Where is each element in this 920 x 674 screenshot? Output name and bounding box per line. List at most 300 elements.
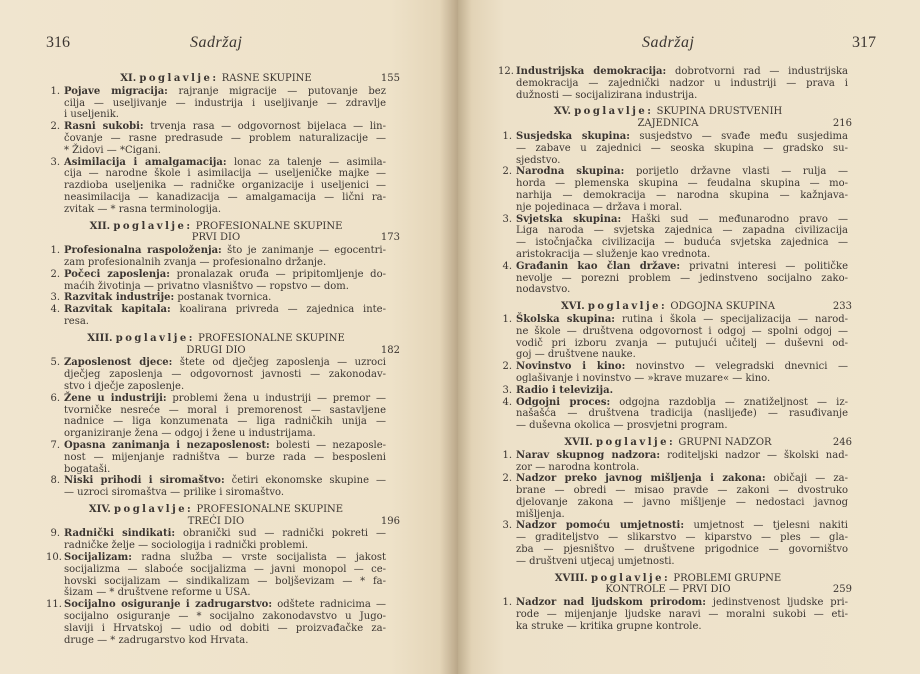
entry-line (516, 214, 848, 226)
toc-entry (46, 393, 386, 440)
entry-text: nost — mijenjanje radništva — burze rada — besposleni (64, 451, 386, 463)
entry-text: hovski socijalizam — sindikalizam — boljševizam — * fa- (64, 575, 386, 587)
entry-line (516, 485, 848, 497)
entry-text: brane — obredi — misao pravde — zakoni — dvostruko (516, 485, 848, 497)
toc-entry (46, 157, 386, 216)
toc-column (498, 66, 852, 633)
toc-column (46, 68, 400, 646)
chapter-title-line (498, 437, 838, 449)
entry-line (516, 532, 848, 544)
entry-text: demokracija — zajednički nadzor u industriji — prava i (516, 77, 848, 89)
entry-line (64, 369, 386, 381)
toc-entry (498, 473, 848, 520)
chapter-title: PRVI DIO (191, 232, 241, 244)
entry-title: Niski prihodi i siromaštvo: (64, 475, 225, 487)
entry-line (64, 623, 386, 635)
entry-text: bogataši. (64, 463, 111, 475)
chapter-title: PROFESIONALNE SKUPINE (196, 503, 344, 515)
entry-number: 3. (502, 384, 512, 396)
entry-number: 4. (50, 304, 60, 316)
entry-line (64, 599, 386, 611)
entry-line (64, 381, 386, 393)
entry-text: ka struke — kritika grupne kontrole. (516, 620, 702, 632)
toc-entry (46, 292, 386, 304)
entry-number: 2. (50, 268, 60, 280)
toc-entry (498, 214, 848, 261)
entry-line (64, 281, 386, 293)
chapter-title: RASNE SKUPINE (221, 73, 312, 84)
entry-line (64, 540, 386, 552)
entry-text: socijalno osiguranje — * socijalno zakonodavstvo u Jugo- (64, 611, 386, 623)
entry-text: slaviji i Hrvatskoj — udio od dobiti — proizvađačke za- (64, 622, 386, 634)
toc-entry (46, 86, 386, 121)
toc-entry (498, 314, 848, 361)
entry-line (64, 564, 386, 576)
chapter-heading (46, 220, 400, 245)
chapter-label: poglavlje: (574, 106, 654, 118)
chapter-title: PROBLEMI GRUPNE (673, 572, 782, 584)
entry-number: 10. (46, 552, 62, 564)
chapter-numeral: XVII. (564, 436, 593, 448)
entry-title: Nadzor pomoću umjetnosti: (516, 520, 685, 532)
entry-line (516, 237, 848, 249)
entry-line (516, 497, 848, 509)
entry-text: Liga naroda — svjetska zajednica — zapadna civilizacija (516, 225, 848, 237)
entry-title: Rasni sukobi: (64, 121, 144, 133)
chapter-heading (46, 73, 400, 85)
entry-title: Susjedska skupina: (516, 130, 630, 142)
entry-line (64, 357, 386, 369)
entry-text: šizam — * društvene reforme u USA. (64, 587, 251, 599)
chapter-numeral: XVIII. (554, 572, 588, 584)
chapter-numeral: XII. (89, 220, 111, 232)
entry-title: Radnički sindikati: (64, 528, 176, 540)
entry-text: štete od dječjeg zaposlenja — uzroci (179, 357, 386, 369)
entry-title: Socijalno osiguranje i zadrugarstvo: (64, 599, 273, 611)
entry-line (516, 326, 848, 338)
entry-number: 3. (502, 520, 512, 532)
toc-entry (498, 450, 848, 474)
entry-text: oglašivanje i novinstvo — »krave muzare« — kino. (516, 372, 771, 384)
chapter-title-line (498, 118, 838, 130)
entry-line (64, 428, 386, 440)
entry-line (64, 245, 386, 257)
chapter-title: GRUPNI NADZOR (678, 436, 772, 448)
entry-text: dužnosti — socijalizirana industrija. (516, 89, 698, 101)
entry-line (516, 349, 848, 361)
entry-text: roditeljski nadzor — školski nad- (667, 449, 848, 461)
entry-text: umjetnost — tjelesni nakiti (693, 520, 848, 532)
chapter-title-line (46, 504, 386, 516)
chapter-page-number: 246 (832, 436, 852, 448)
entry-text: susjedstvo — svađe među susjedima (639, 130, 849, 142)
entry-title: Razvitak kapitala: (64, 304, 171, 316)
entry-line (64, 133, 386, 145)
entry-text: dječjeg zaposlenja — odgovornost javnosti — zakonodav- (64, 369, 386, 381)
entry-title: Industrijska demokracija: (516, 66, 667, 77)
entry-text: zam profesionalnih zvanja — profesionalno držanje. (64, 256, 327, 268)
toc-entry (46, 528, 386, 552)
chapter-page-number: 216 (832, 118, 852, 130)
entry-text: obranički sud — radnički pokreti — (182, 528, 386, 540)
toc-entry (498, 166, 848, 213)
chapter-page-number: 173 (380, 232, 400, 244)
entry-text: socijalizma — slaboće socijalizma — javni monopol — ce- (64, 563, 386, 575)
toc-entry (498, 361, 848, 385)
entry-text: rutina i škola — specijalizacija — narod- (621, 313, 848, 325)
entry-line (516, 520, 848, 532)
entry-title: Zaposlenost djece: (64, 357, 173, 369)
entry-text: djelovanje zakona — javno mišljenje — nedostaci javnog (516, 496, 848, 508)
entry-line (64, 487, 386, 499)
entry-text: — uzroci siromaštva — prilike i siromaštvo. (64, 487, 285, 499)
entry-text: — duševna okolica — prosvjetni program. (516, 420, 728, 432)
toc-entry (498, 131, 848, 166)
entry-line (516, 90, 848, 102)
entry-line (64, 405, 386, 417)
entry-number: 1. (502, 597, 512, 609)
entry-text: razdioba useljenika — radničke organizacije i useljenici — (64, 180, 386, 192)
entry-line (516, 143, 848, 155)
entry-text: stvo i dječje zaposlenje. (64, 380, 185, 392)
entry-line (64, 168, 386, 180)
entry-text: rajranje migracije — putovanje bez (178, 85, 386, 97)
entry-line (516, 361, 848, 373)
entry-line (64, 180, 386, 192)
entry-line (516, 450, 848, 462)
toc-entry (46, 304, 386, 328)
entry-text: sjedstvo. (516, 154, 561, 166)
entry-line (64, 635, 386, 647)
entry-line (516, 509, 848, 521)
entry-number: 1. (50, 85, 60, 97)
entry-text: porijetlo državne vlasti — rulja — (636, 166, 849, 178)
entry-line (64, 304, 386, 316)
entry-text: narhija — demokracija — narodna skupina — kažnjava- (516, 189, 848, 201)
entry-line (516, 373, 848, 385)
toc-entry (46, 599, 386, 646)
entry-line (64, 257, 386, 269)
entry-line (516, 621, 848, 633)
entry-line (516, 66, 848, 78)
entry-text: goj — društvene nauke. (516, 349, 636, 361)
entry-title: Radio i televizija. (516, 384, 614, 396)
entry-text: čovanje — rasne predrasude — problem naturalizacije — (64, 132, 386, 144)
chapter-heading (46, 503, 400, 528)
chapter-title-line (498, 301, 838, 313)
entry-text: nevolje — porezni problem — jedinstveno socijalno zako- (516, 272, 848, 284)
entry-line (516, 420, 848, 432)
chapter-title-line (498, 106, 838, 118)
entry-title: Žene u industriji: (64, 392, 167, 404)
chapter-label: poglavlje: (139, 73, 219, 84)
entry-line (64, 528, 386, 540)
entry-line (516, 155, 848, 167)
entry-text: organiziranje žena — odgoj i žene u industrijama. (64, 428, 316, 440)
chapter-title-line (46, 333, 386, 345)
entry-line (516, 225, 848, 237)
entry-text: bolesti — nezaposle- (276, 439, 386, 451)
entry-line (64, 121, 386, 133)
entry-text: pronalazak oruđa — pripitomljenje do- (176, 268, 386, 280)
entry-text: dobrotvorni rad — industrijska (674, 66, 849, 77)
entry-line (516, 462, 848, 474)
entry-number: 2. (50, 121, 60, 133)
entry-text: zba — pjesništvo — društvene prigodnice — govorništvo (516, 544, 848, 556)
entry-text: odgojna razdoblja — znatiželjnost — iz- (619, 396, 848, 408)
chapter-title: ODGOJNA SKUPINA (670, 301, 775, 313)
entry-text: * Židovi — *Cigani. (64, 144, 161, 156)
entry-text: vodič pri izboru zvanja — putujući učitelj — duševni od- (516, 337, 848, 349)
entry-line (64, 452, 386, 464)
entry-line (64, 269, 386, 281)
toc-entry (498, 520, 848, 567)
entry-number: 2. (502, 166, 512, 178)
chapter-label: poglavlje: (595, 436, 676, 448)
entry-text: neasimilacija — kanadizacija — amalgamacija — lični ra- (64, 191, 386, 203)
chapter-title: TREĆI DIO (187, 515, 245, 527)
chapter-page-number: 155 (380, 73, 400, 84)
chapter-numeral: XIV. (88, 503, 111, 515)
entry-line (64, 192, 386, 204)
chapter-title-line (46, 232, 386, 244)
entry-text: jedinstvenost ljudske pri- (712, 597, 848, 609)
entry-title: Pojave migracija: (64, 85, 168, 97)
entry-title: Socijalizam: (64, 552, 132, 564)
entry-text: mišljenja. (516, 508, 565, 520)
entry-number: 6. (50, 392, 60, 404)
chapter-heading (46, 332, 400, 357)
entry-text: resa. (64, 315, 89, 327)
entry-title: Počeci zaposlenja: (64, 268, 170, 280)
entry-text: lonac za talenje — asimila- (233, 156, 387, 168)
entry-line (516, 338, 848, 350)
toc-entry (46, 269, 386, 293)
chapter-heading (498, 572, 852, 597)
toc-entry (498, 261, 848, 296)
chapter-title-line (498, 584, 838, 596)
entry-text: — zabave u zajednici — seoska skupina — gradsko su- (516, 142, 848, 154)
entry-title: Školska skupina: (516, 313, 615, 325)
entry-line (64, 587, 386, 599)
entry-number: 11. (46, 599, 62, 611)
entry-line (516, 556, 848, 568)
entry-line (64, 145, 386, 157)
entry-number: 1. (502, 313, 512, 325)
entry-number: 1. (502, 449, 512, 461)
entry-text: privatni interesi — političke (689, 260, 849, 272)
left-page (0, 0, 458, 674)
entry-title: Profesionalna raspoloženja: (64, 245, 222, 257)
entry-text: aristokracija — služenje kao vrednota. (516, 248, 711, 260)
entry-number: 3. (50, 292, 60, 304)
entry-line (516, 78, 848, 90)
chapter-label: poglavlje: (114, 503, 194, 515)
entry-number: 1. (502, 130, 512, 142)
chapter-page-number: 259 (832, 584, 852, 596)
chapter-label: poglavlje: (587, 301, 668, 313)
chapter-numeral: XI. (120, 73, 137, 84)
entry-text: trvenja rasa — odgovornost bijelaca — lin- (150, 121, 386, 133)
entry-number: 2. (502, 473, 512, 485)
right-page (458, 0, 920, 674)
chapter-label: poglavlje: (113, 220, 193, 232)
entry-text: novinstvo — velegradski dnevnici — (635, 361, 848, 373)
entry-line (516, 190, 848, 202)
entry-line (516, 273, 848, 285)
chapter-heading (498, 301, 852, 313)
entry-text: našašća — društvena tradicija (naslijeđe) — rasuđivanje (516, 408, 848, 420)
chapter-page-number: 233 (832, 301, 852, 313)
toc-entry (498, 597, 848, 632)
entry-text: horda — plemenska skupina — feudalna skupina — mo- (516, 178, 848, 190)
entry-line (64, 440, 386, 452)
entry-text: nje pojedinaca — država i moral. (516, 201, 683, 213)
chapter-title-line (46, 345, 386, 357)
entry-title: Opasna zanimanja i nezaposlenost: (64, 439, 270, 451)
chapter-title-line (46, 73, 386, 85)
entry-line (516, 609, 848, 621)
running-header: Sadržaj (642, 34, 695, 51)
entry-line (516, 166, 848, 178)
entry-line (516, 261, 848, 273)
toc-entry (46, 440, 386, 475)
chapter-title-line (46, 221, 386, 233)
running-header: Sadržaj (190, 34, 243, 51)
entry-title: Svjetska skupina: (516, 213, 622, 225)
entry-text: običaji — za- (773, 473, 848, 485)
entry-text: i useljenik. (64, 109, 119, 121)
entry-text: cija — narodne škole i asimilacija — useljeničke majke — (64, 168, 386, 180)
chapter-title: DRUGI DIO (186, 344, 246, 356)
entry-text: problemi žena u industriji — premor — (172, 392, 386, 404)
entry-title: Odgojni proces: (516, 396, 611, 408)
entry-text: radničke želje — sociologija i radnički problemi. (64, 540, 309, 552)
entry-line (516, 178, 848, 190)
entry-line (64, 157, 386, 169)
page-number: 317 (852, 34, 876, 51)
entry-text: zor — narodna kontrola. (516, 461, 640, 473)
chapter-numeral: XIII. (87, 332, 113, 344)
entry-title: Građanin kao član države: (516, 260, 681, 272)
chapter-heading (498, 106, 852, 130)
entry-number: 2. (502, 361, 512, 373)
entry-line (516, 385, 848, 397)
entry-text: postanak tvornica. (177, 292, 272, 304)
toc-entry (46, 357, 386, 392)
chapter-title: SKUPINA DRUSTVENIH (656, 106, 783, 118)
chapter-heading (498, 436, 852, 449)
entry-line (64, 316, 386, 328)
entry-text: odštete radnicima — (277, 599, 386, 611)
entry-text: druge — * zadrugarstvo kod Hrvata. (64, 634, 249, 646)
toc-entry (498, 397, 848, 432)
entry-line (516, 249, 848, 261)
entry-number: 3. (502, 213, 512, 225)
entry-number: 12. (498, 66, 514, 77)
entry-line (64, 464, 386, 476)
toc-entry (498, 385, 848, 397)
chapter-numeral: XVI. (561, 301, 585, 313)
entry-text: — istočnjačka civilizacija — buduća svjetska zajednica — (516, 237, 848, 249)
entry-title: Razvitak industrije: (64, 292, 175, 304)
entry-number: 4. (502, 260, 512, 272)
entry-line (516, 202, 848, 214)
entry-number: 5. (50, 357, 60, 369)
entry-number: 9. (50, 528, 60, 540)
entry-title: Nadzor nad ljudskom prirodom: (516, 597, 706, 609)
entry-title: Novinstvo i kino: (516, 361, 626, 373)
entry-line (516, 314, 848, 326)
entry-line (64, 611, 386, 623)
toc-entry (46, 245, 386, 269)
chapter-page-number: 196 (380, 515, 400, 527)
entry-line (64, 86, 386, 98)
entry-text: — društveni utjecaj umjetnosti. (516, 555, 675, 567)
entry-text: rode — mijenjanje ljudske naravi — moralni sukobi — eti- (516, 609, 848, 621)
entry-text: tvorničke nesreće — moral i premorenost — sastavljene (64, 404, 386, 416)
entry-line (64, 475, 386, 487)
chapter-title: PROFESIONALNE SKUPINE (195, 220, 343, 232)
entry-number: 7. (50, 439, 60, 451)
entry-text: maćih životinja — privatno vlasništvo — ropstvo — dom. (64, 280, 349, 292)
chapter-label: poglavlje: (590, 572, 671, 584)
chapter-page-number: 182 (380, 344, 400, 356)
entry-line (516, 284, 848, 296)
chapter-title: KONTROLE — PRVI DIO (605, 584, 731, 596)
entry-text: nodavstvo. (516, 284, 571, 296)
entry-line (64, 98, 386, 110)
entry-line (516, 544, 848, 556)
chapter-title: ZAJEDNICA (637, 118, 699, 130)
entry-line (64, 204, 386, 216)
entry-line (516, 131, 848, 143)
entry-text: radna služba — vrste socijalista — jakost (141, 552, 386, 564)
entry-text: četiri ekonomske skupine — (231, 475, 386, 487)
entry-text: zvitak — * rasna terminologija. (64, 203, 222, 215)
entry-number: 1. (50, 245, 60, 257)
page-number: 316 (46, 34, 70, 51)
entry-line (64, 292, 386, 304)
entry-line (516, 408, 848, 420)
entry-title: Asimilacija i amalgamacija: (64, 156, 227, 168)
toc-entry (46, 121, 386, 156)
toc-entry (46, 475, 386, 499)
entry-title: Narodna skupina: (516, 166, 625, 178)
chapter-title-line (498, 573, 838, 585)
entry-line (64, 416, 386, 428)
entry-line (64, 109, 386, 121)
entry-text: koalirana privreda — zajednica inte- (179, 304, 386, 316)
entry-text: nadnice — liga konzumenata — liga radničkih unija — (64, 416, 386, 428)
entry-title: Nadzor preko javnog mišljenja i zakona: (516, 473, 766, 485)
entry-line (516, 473, 848, 485)
entry-number: 8. (50, 475, 60, 487)
entry-line (516, 397, 848, 409)
entry-text: ne škole — društvena odgovornost i odgoj — spolni odgoj — (516, 325, 848, 337)
entry-text: cilja — useljivanje — industrija i useljivanje — zdravlje (64, 97, 386, 109)
entry-line (516, 597, 848, 609)
entry-text: što je zanimanje — egocentri- (227, 245, 386, 257)
entry-number: 4. (502, 396, 512, 408)
chapter-label: poglavlje: (115, 332, 195, 344)
toc-entry (498, 66, 848, 101)
entry-text: Haški sud — međunarodno pravo — (631, 213, 849, 225)
entry-number: 3. (50, 156, 60, 168)
chapter-title: PROFESIONALNE SKUPINE (198, 332, 345, 344)
toc-entry (46, 552, 386, 599)
entry-line (64, 393, 386, 405)
